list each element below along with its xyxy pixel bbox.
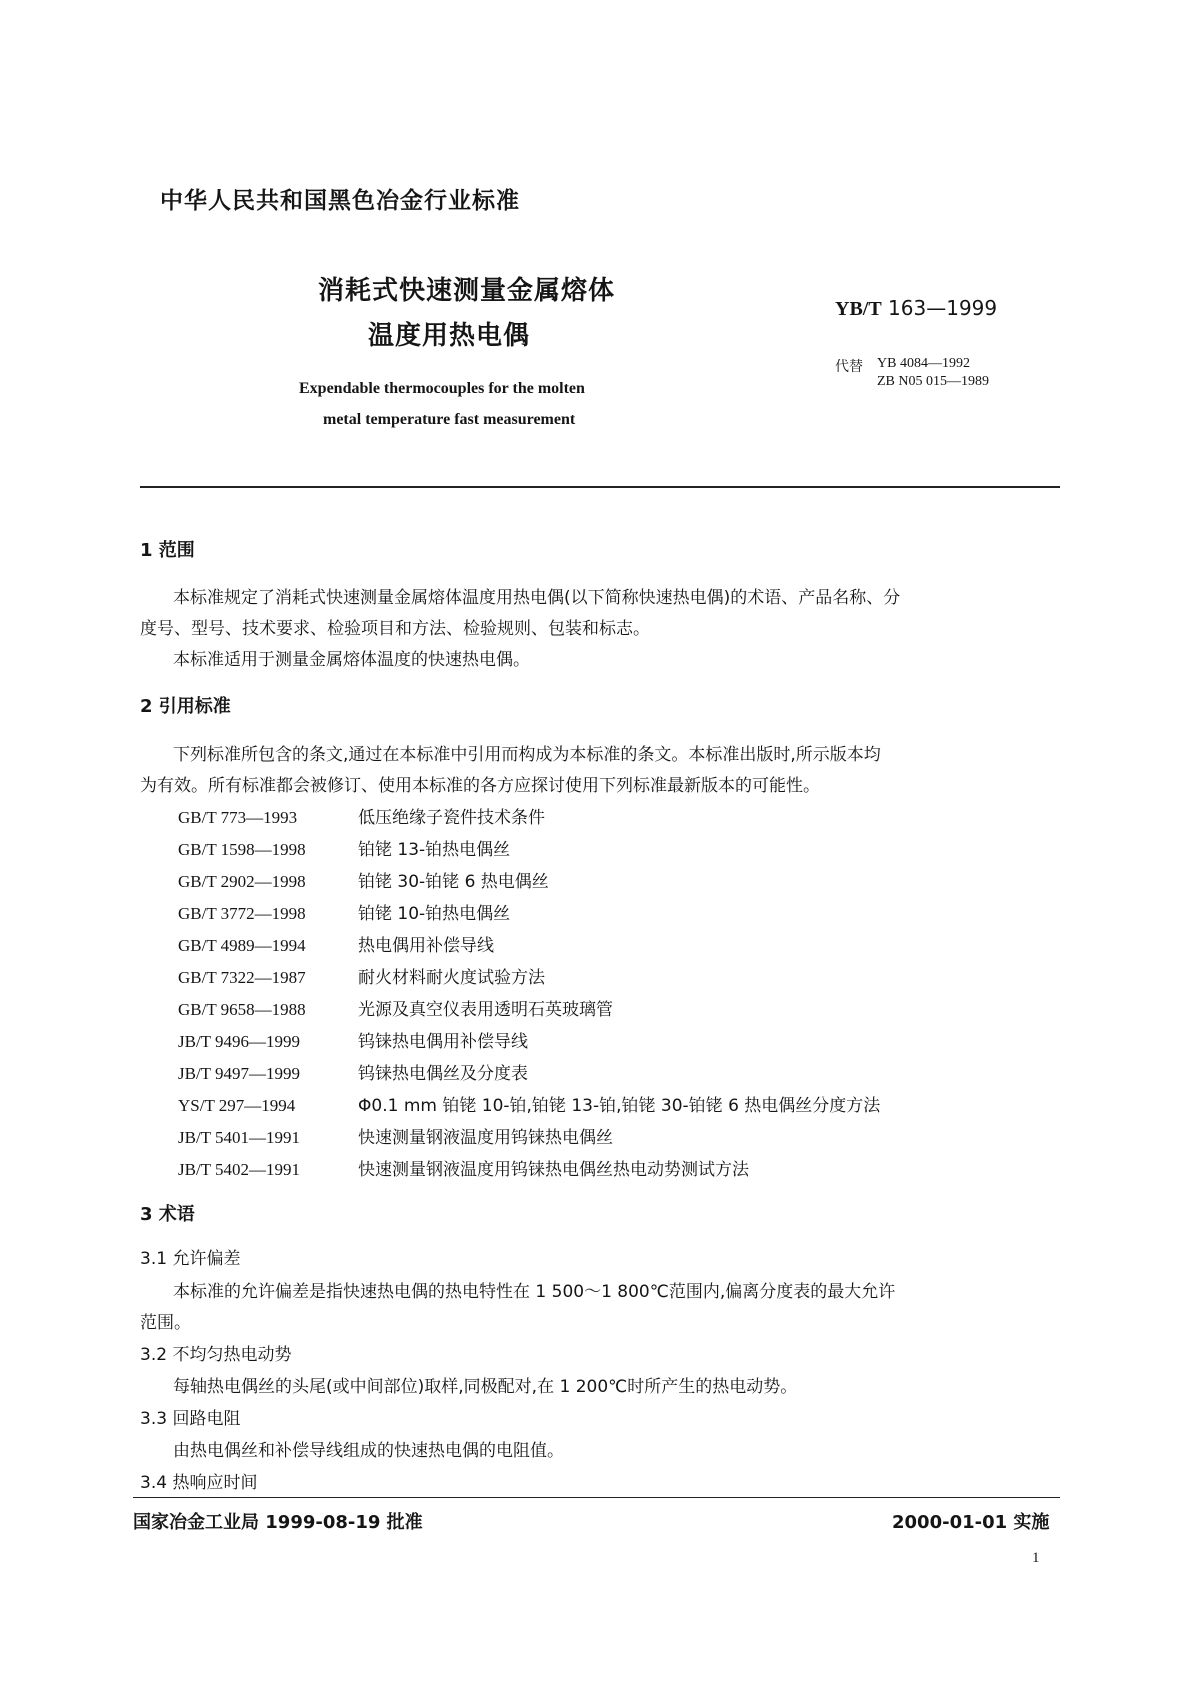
reference-item — [178, 1123, 613, 1148]
header-divider — [140, 486, 1060, 488]
reference-code: GB/T 3772—1998 — [178, 904, 306, 923]
term-3-1-heading: 3.1 允许偏差 — [140, 1249, 241, 1269]
reference-code: GB/T 9658—1988 — [178, 1000, 306, 1019]
section-2-paragraph-line: 为有效。所有标准都会被修订、使用本标准的各方应探讨使用下列标准最新版本的可能性。 — [140, 776, 820, 796]
replaces-label: 代替 — [835, 359, 863, 375]
reference-code: GB/T 2902—1998 — [178, 872, 306, 891]
replaced-standard-2: ZB N05 015—1989 — [877, 374, 989, 389]
reference-title: 铂铑 30-铂铑 6 热电偶丝 — [358, 872, 549, 892]
reference-code: GB/T 7322—1987 — [178, 968, 306, 987]
reference-title: 低压绝缘子瓷件技术条件 — [358, 808, 545, 828]
reference-title: 光源及真空仪表用透明石英玻璃管 — [358, 1000, 613, 1020]
replaced-standard-1: YB 4084—1992 — [877, 356, 970, 371]
section-1-paragraph-line: 本标准规定了消耗式快速测量金属熔体温度用热电偶(以下简称快速热电偶)的术语、产品名称、分 — [173, 588, 901, 608]
english-title-line-2: metal temperature fast measurement — [323, 411, 576, 428]
reference-item — [178, 899, 510, 924]
standard-title-line-2: 温度用热电偶 — [368, 321, 531, 351]
reference-title: 快速测量钢液温度用钨铼热电偶丝 — [358, 1128, 613, 1148]
reference-code: YS/T 297—1994 — [178, 1096, 296, 1115]
reference-title: 铂铑 13-铂热电偶丝 — [358, 840, 511, 860]
section-2-paragraph-line: 下列标准所包含的条文,通过在本标准中引用而构成为本标准的条文。本标准出版时,所示版本均 — [173, 745, 881, 765]
reference-code: GB/T 773—1993 — [178, 808, 298, 827]
reference-title: 耐火材料耐火度试验方法 — [358, 968, 545, 988]
reference-item — [178, 1059, 528, 1084]
reference-title: 快速测量钢液温度用钨铼热电偶丝热电动势测试方法 — [358, 1160, 749, 1180]
standard-number: 163—1999 — [888, 296, 998, 320]
english-title-line-1: Expendable thermocouples for the molten — [299, 380, 585, 397]
footer-divider — [133, 1497, 1060, 1498]
section-1-paragraph: 本标准适用于测量金属熔体温度的快速热电偶。 — [173, 650, 530, 670]
effective-date: 2000-01-01 实施 — [892, 1512, 1050, 1533]
standard-code — [835, 296, 997, 321]
reference-title: 钨铼热电偶丝及分度表 — [358, 1064, 528, 1084]
issuing-body-title: 中华人民共和国黑色冶金行业标准 — [160, 188, 520, 214]
reference-code: JB/T 9497—1999 — [178, 1064, 301, 1083]
section-1-paragraph-line: 度号、型号、技术要求、检验项目和方法、检验规则、包装和标志。 — [140, 619, 650, 639]
reference-code: JB/T 9496—1999 — [178, 1032, 301, 1051]
standard-prefix: YB/T — [835, 298, 882, 320]
term-3-3-definition: 由热电偶丝和补偿导线组成的快速热电偶的电阻值。 — [173, 1441, 564, 1461]
term-3-4-heading: 3.4 热响应时间 — [140, 1473, 258, 1493]
reference-code: GB/T 4989—1994 — [178, 936, 306, 955]
reference-item — [178, 995, 613, 1020]
term-3-2-definition: 每轴热电偶丝的头尾(或中间部位)取样,同极配对,在 1 200℃时所产生的热电动势。 — [173, 1377, 798, 1397]
section-3-heading: 3 术语 — [140, 1204, 195, 1225]
reference-code: JB/T 5401—1991 — [178, 1128, 301, 1147]
term-3-2-heading: 3.2 不均匀热电动势 — [140, 1345, 292, 1365]
term-3-1-definition-line: 范围。 — [140, 1313, 191, 1333]
reference-item — [178, 1155, 749, 1180]
term-3-3-heading: 3.3 回路电阻 — [140, 1409, 241, 1429]
standard-title-line-1: 消耗式快速测量金属熔体 — [318, 276, 616, 306]
reference-title: 热电偶用补偿导线 — [358, 936, 494, 956]
reference-item — [178, 1027, 528, 1052]
reference-item — [178, 963, 545, 988]
term-3-1-definition-line: 本标准的允许偏差是指快速热电偶的热电特性在 1 500～1 800℃范围内,偏离分度表的最大允许 — [173, 1282, 896, 1302]
reference-item — [178, 1091, 880, 1116]
reference-title: 钨铼热电偶用补偿导线 — [358, 1032, 528, 1052]
page-number: 1 — [1032, 1550, 1040, 1566]
section-1-heading: 1 范围 — [140, 540, 195, 561]
reference-item — [178, 835, 510, 860]
reference-item — [178, 803, 545, 828]
reference-item — [178, 867, 549, 892]
reference-code: GB/T 1598—1998 — [178, 840, 306, 859]
reference-item — [178, 931, 494, 956]
approval-line: 国家冶金工业局 1999-08-19 批准 — [133, 1512, 423, 1533]
section-2-heading: 2 引用标准 — [140, 696, 231, 717]
reference-title: 铂铑 10-铂热电偶丝 — [358, 904, 511, 924]
reference-title: Φ0.1 mm 铂铑 10-铂,铂铑 13-铂,铂铑 30-铂铑 6 热电偶丝分度方法 — [358, 1096, 881, 1116]
reference-code: JB/T 5402—1991 — [178, 1160, 301, 1179]
